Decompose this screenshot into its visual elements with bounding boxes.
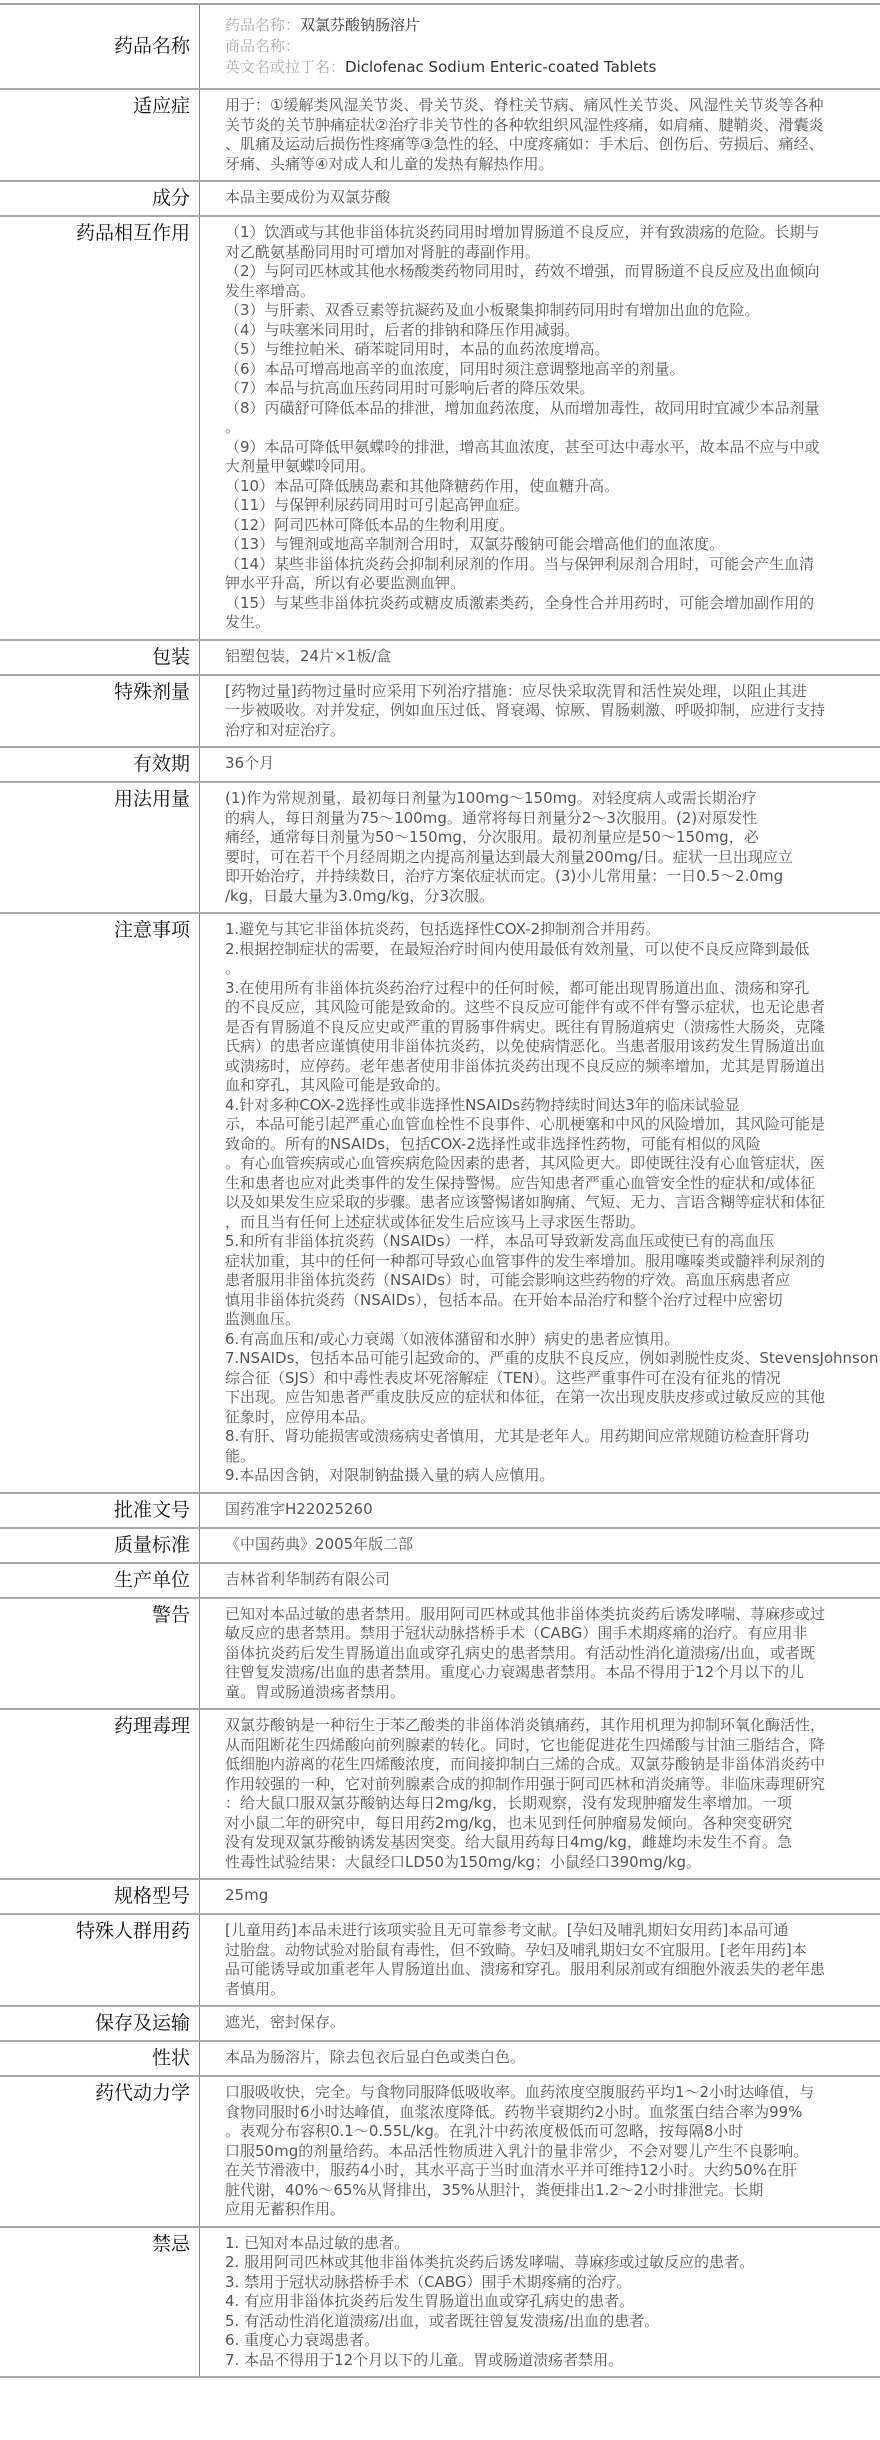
text-line: 已知对本品过敏的患者禁用。服用阿司匹林或其他非甾体类抗炎药后诱发哮喘、荨麻疹或过	[225, 1604, 826, 1623]
text-line: 低细胞内游离的花生四烯酸浓度，而间接抑制白三烯的合成。双氯芬酸钠是非甾体消炎药中	[225, 1755, 826, 1773]
row-content	[200, 676, 880, 747]
text-line: 要时，可在若干个月经周期之内提高剂量达到最大剂量200mg/日。症状一旦出现应立	[225, 847, 793, 866]
text-line: 。	[225, 959, 241, 977]
text-line: （3）与肝素、双香豆素等抗凝药及血小板聚集抑制药同用时有增加出血的危险。	[225, 301, 760, 319]
text-line: 症状加重，其中的任何一种都可导致心血管事件的发生率增加。服用噻嗪类或髓袢利尿剂的	[225, 1251, 826, 1270]
text-line: 本品为肠溶片，除去包衣后显白色或类白色。	[225, 2048, 526, 2066]
text-line: 即开始治疗，并持续数日，治疗方案依症状而定。(3)小儿常用量：一日0.5～2.0mg	[225, 867, 784, 885]
row-label: 批准文号	[0, 1494, 200, 1527]
text-line: 是否有胃肠道不良反应史或严重的胃肠事件病史。既往有胃肠道病史（溃疡性大肠炎，克隆	[225, 1017, 826, 1036]
text-line: 1.避免与其它非甾体抗炎药，包括选择性COX-2抑制剂合并用药。	[225, 920, 661, 938]
text-line: 致命的。所有的NSAIDs，包括COX-2选择性或非选择性药物，可能有相似的风险	[225, 1134, 761, 1153]
text-line: 吉林省利华制药有限公司	[225, 1569, 391, 1588]
row-content	[200, 2077, 880, 2226]
text-line: 以及如果发生应采取的步骤。患者应该警惕诸如胸痛、气短、无力、言语含糊等症状和体征	[225, 1193, 826, 1211]
row-label: 用法用量	[0, 783, 200, 912]
text-line: （6）本品可增高地高辛的血浓度，同用时须注意调整地高辛的剂量。	[225, 359, 685, 378]
text-line: 往曾复发溃疡/出血的患者禁用。重度心力衰竭患者禁用。本品不得用于12个月以下的儿	[225, 1663, 805, 1681]
row-content	[200, 90, 880, 180]
text-line: 的病人，每日剂量为75～100mg。通常将每日剂量分2～3次服用。(2)对原发性	[225, 808, 758, 827]
row-label: 有效期	[0, 748, 200, 781]
row-label: 生产单位	[0, 1564, 200, 1597]
text-line: 大剂量甲氨蝶呤同用。	[225, 457, 376, 475]
text-line: 脏代谢，40%～65%从肾排出，35%从胆汁，粪便排出1.2～2小时排泄完。长期	[225, 2180, 764, 2199]
row-manufacturer	[0, 1564, 880, 1599]
row-label: 包装	[0, 641, 200, 674]
text-line: 品可能诱导或加重老年人胃肠道出血、溃疡和穿孔。服用利尿剂或有细胞外液丢失的老年患	[225, 1960, 826, 1978]
text-line: 患者服用非甾体抗炎药（NSAIDs）时，可能会影响这些药物的疗效。高血压病患者应	[225, 1271, 791, 1289]
text-line: 。表观分布容积0.1～0.55L/kg。在乳汁中药浓度极低而可忽略，按每隔8小时	[225, 2122, 744, 2140]
text-line: [药物过量]药物过量时应采用下列治疗措施：应尽快采取洗胃和活性炭处理，以阻止其进	[225, 681, 807, 700]
text-line: 没有发现双氯芬酸钠诱发基因突变。给大鼠用药每日4mg/kg，雌雄均未发生不育。急	[225, 1833, 792, 1851]
text-line: （13）与锂剂或地高辛制剂合用时，双氯芬酸钠可能会增高他们的血浓度。	[225, 535, 725, 553]
row-dosage	[0, 783, 880, 914]
row-label: 特殊人群用药	[0, 1915, 200, 2005]
text-line: 、肌痛及运动后损伤性疼痛等③急性的轻、中度疼痛如：手术后、创伤后、劳损后、痛经、	[225, 135, 824, 153]
row-content	[200, 641, 880, 674]
text-line: 5. 有活动性消化道溃疡/出血，或者既往曾复发溃疡/出血的患者。	[225, 2311, 660, 2330]
row-label: 药代动力学	[0, 2077, 200, 2226]
row-label: 警告	[0, 1599, 200, 1709]
text-line: 。	[225, 418, 241, 436]
row-content	[200, 2042, 880, 2075]
text-line: 征象时，应停用本品。	[225, 1407, 376, 1426]
text-line: （5）与维拉帕米、硝苯啶同用时，本品的血药浓度增高。	[225, 340, 610, 358]
text-line: 7. 本品不得用于12个月以下的儿童。胃或肠道溃疡者禁用。	[225, 2350, 624, 2369]
text-line: 发生。	[225, 613, 271, 631]
row-label: 质量标准	[0, 1529, 200, 1562]
row-ingredients	[0, 182, 880, 217]
text-line: 氏病）的患者应谨慎使用非甾体抗炎药，以免使病情恶化。当患者服用该药发生胃肠道出血	[225, 1037, 826, 1055]
row-overdose	[0, 676, 880, 749]
row-quality-standard	[0, 1529, 880, 1564]
text-line: 双氯芬酸钠是一种衍生于苯乙酸类的非甾体消炎镇痛药，其作用机理为抑制环氧化酶活性，	[225, 1716, 826, 1734]
row-precautions	[0, 914, 880, 1494]
text-line: 本品主要成份为双氯芬酸	[225, 188, 391, 206]
text-line: 《中国药典》2005年版二部	[225, 1534, 414, 1553]
row-content	[200, 182, 880, 215]
text-line: 3. 禁用于冠状动脉搭桥手术（CABG）围手术期疼痛的治疗。	[225, 2272, 632, 2291]
text-line: 痛经，通常每日剂量为50～150mg，分次服用。最初剂量应是50～150mg，必	[225, 828, 759, 846]
text-line: 4.针对多种COX-2选择性或非选择性NSAIDs药物持续时间达3年的临床试验显	[225, 1095, 740, 1114]
text-line: 从而阻断花生四烯酸向前列腺素的转化。同时，它也能促进花生四烯酸与甘油三脂结合，降	[225, 1735, 826, 1754]
text-line: （10）本品可降低胰岛素和其他降糖药作用，使血糖升高。	[225, 476, 620, 495]
row-content	[200, 1599, 880, 1709]
row-label: 禁忌	[0, 2228, 200, 2377]
generic-name-field: 药品名称：双氯芬酸钠肠溶片	[225, 16, 421, 34]
row-content	[200, 5, 880, 88]
row-pharmacokinetics	[0, 2077, 880, 2228]
text-line: （12）阿司匹林可降低本品的生物利用度。	[225, 515, 515, 534]
text-line: 口服吸收快，完全。与食物同服降低吸收率。血药浓度空腹服药平均1～2小时达峰值，与	[225, 2083, 815, 2101]
text-line: （4）与呋塞米同用时，后者的排钠和降压作用减弱。	[225, 320, 580, 339]
text-line: 发生率增高。	[225, 281, 316, 300]
row-specification	[0, 1880, 880, 1915]
text-line: ，而且当有任何上述症状或体征发生后应该马上寻求医生帮助。	[225, 1212, 646, 1231]
text-line: 甾体抗炎药后发生胃肠道出血或穿孔病史的患者禁用。有活动性消化道溃疡/出血，或者既	[225, 1643, 816, 1662]
text-line: 36个月	[225, 754, 275, 772]
row-content	[200, 1529, 880, 1562]
english-name-field: 英文名或拉丁名：Diclofenac Sodium Enteric-coated Tablets	[225, 58, 657, 76]
text-line: 敏反应的患者禁用。禁用于冠状动脉搭桥手术（CABG）围手术期疼痛的治疗。有应用非	[225, 1624, 808, 1642]
text-line: 1. 已知对本品过敏的患者。	[225, 2233, 410, 2252]
row-packaging	[0, 641, 880, 676]
text-line: 慎用非甾体抗炎药（NSAIDs），包括本品。在开始本品治疗和整个治疗过程中应密切	[225, 1290, 783, 1309]
text-line: 4. 有应用非甾体抗炎药后发生胃肠道出血或穿孔病史的患者。	[225, 2292, 635, 2310]
text-line: [儿童用药]本品未进行该项实验且无可靠参考文献。[孕妇及哺乳期妇女用药]本品可通	[225, 1921, 789, 1939]
text-line: 铝塑包装，24片×1板/盒	[225, 646, 392, 665]
text-line: /kg，日最大量为3.0mg/kg，分3次服。	[225, 886, 495, 905]
row-label: 保存及运输	[0, 2007, 200, 2040]
text-line: 牙痛、头痛等④对成人和儿童的发热有解热作用。	[225, 154, 554, 173]
trade-name-field: 商品名称：	[225, 37, 301, 55]
row-content	[200, 748, 880, 781]
text-line: 对乙酰氨基酚同用时可增加对肾脏的毒副作用。	[225, 242, 541, 261]
text-line: 遮光，密封保存。	[225, 2013, 346, 2031]
row-drug-name	[0, 5, 880, 90]
row-content	[200, 217, 880, 639]
text-line: 血和穿孔，其风险可能是致命的。	[225, 1076, 451, 1094]
row-content	[200, 1880, 880, 1913]
text-line: 监测血压。	[225, 1310, 301, 1328]
text-line: （9）本品可降低甲氨蝶呤的排泄，增高其血浓度，甚至可达中毒水平，故本品不应与中或	[225, 437, 820, 456]
row-description	[0, 2042, 880, 2077]
text-line: 生和患者也应对此类事件的发生保持警惕。应告知患者严重心血管安全性的症状和/或体征	[225, 1173, 816, 1192]
row-warning	[0, 1599, 880, 1711]
text-line: 对小鼠二年的研究中，每日用药2mg/kg，也未见到任何肿瘤易发倾向。各种突变研究	[225, 1813, 792, 1832]
text-line: 作用较强的一种，它对前列腺素合成的抑制作用强于阿司匹林和消炎痛等。非临床毒理研究	[225, 1774, 826, 1793]
row-content	[200, 2228, 880, 2377]
row-content	[200, 1494, 880, 1527]
text-line: 6.有高血压和/或心力衰竭（如液体潴留和水肿）病史的患者应慎用。	[225, 1329, 680, 1348]
text-line: 过胎盘。动物试验对胎鼠有毒性，但不致畸。孕妇及哺乳期妇女不宜服用。[老年用药]本	[225, 1940, 807, 1959]
row-label: 特殊剂量	[0, 676, 200, 747]
text-line: （11）与保钾利尿药同用时可引起高钾血症。	[225, 496, 530, 514]
row-content	[200, 2007, 880, 2040]
row-special-populations	[0, 1915, 880, 2007]
row-label: 药品相互作用	[0, 217, 200, 639]
text-line: 综合征（SJS）和中毒性表皮坏死溶解症（TEN）。这些严重事件可在没有征兆的情况	[225, 1368, 781, 1387]
text-line: （14）某些非甾体抗炎药会抑制利尿剂的作用。当与保钾利尿剂合用时，可能会产生血清	[225, 554, 815, 573]
drug-info-table	[0, 3, 880, 2378]
text-line: （1）饮酒或与其他非甾体抗炎药同用时增加胃肠道不良反应，并有致溃疡的危险。长期与	[225, 223, 820, 241]
text-line: 2. 服用阿司匹林或其他非甾体类抗炎药后诱发哮喘、荨麻疹或过敏反应的患者。	[225, 2253, 755, 2271]
text-line: 一步被吸收。对并发症，例如血压过低、肾衰竭、惊厥、胃肠刺激、呼吸抑制，应进行支持	[225, 701, 826, 719]
row-label: 药品名称	[0, 5, 200, 88]
text-line: 。有心血管疾病或心血管疾病危险因素的患者，其风险更大。即使既往没有心血管症状，医	[225, 1154, 826, 1172]
row-content	[200, 914, 880, 1492]
text-line: （7）本品与抗高血压药同用时可影响后者的降压效果。	[225, 379, 595, 397]
text-line: 者慎用。	[225, 1979, 286, 1998]
text-line: (1)作为常规剂量，最初每日剂量为100mg～150mg。对轻度病人或需长期治疗	[225, 789, 757, 807]
text-line: 治疗和对症治疗。	[225, 720, 346, 739]
row-contraindications	[0, 2228, 880, 2379]
text-line: 9.本品因含钠，对限制钠盐摄入量的病人应慎用。	[225, 1466, 555, 1484]
text-line: 国药准字H22025260	[225, 1499, 373, 1518]
text-line: 食物同服时6小时达峰值，血浆浓度降低。药物半衰期约2小时。血浆蛋白结合率为99%	[225, 2102, 803, 2121]
text-line: 用于：①缓解类风湿关节炎、骨关节炎、脊柱关节病、痛风性关节炎、风湿性关节炎等各种	[225, 96, 824, 114]
text-line: 下出现。应告知患者严重皮肤反应的症状和体征，在第一次出现皮肤皮疹或过敏反应的其他	[225, 1388, 826, 1406]
text-line: （2）与阿司匹林或其他水杨酸类药物同用时，药效不增强，而胃肠道不良反应及出血倾向	[225, 262, 820, 280]
row-content	[200, 1710, 880, 1878]
text-line: 5.和所有非甾体抗炎药（NSAIDs）一样，本品可导致新发高血压或使已有的高血压	[225, 1232, 775, 1250]
row-pharmacology	[0, 1710, 880, 1880]
text-line: 示，本品可能引起严重心血管血栓性不良事件、心肌梗塞和中风的风险增加，其风险可能是	[225, 1115, 826, 1133]
row-label: 性状	[0, 2042, 200, 2075]
text-line: 3.在使用所有非甾体抗炎药治疗过程中的任何时候，都可能出现胃肠道出血、溃疡和穿孔	[225, 978, 810, 997]
row-content	[200, 1915, 880, 2005]
text-line: 在关节滑液中，服药4小时，其水平高于当时血清水平并可维持12小时。大约50%在肝	[225, 2161, 797, 2179]
text-line: 能。	[225, 1446, 256, 1465]
row-content	[200, 1564, 880, 1597]
row-label: 适应症	[0, 90, 200, 180]
row-label: 规格型号	[0, 1880, 200, 1913]
text-line: （15）与某些非甾体抗炎药或糖皮质激素类药，全身性合并用药时，可能会增加副作用的	[225, 593, 815, 612]
text-line: 8.有肝、肾功能损害或溃疡病史者慎用，尤其是老年人。用药期间应常规随访检查肝肾功	[225, 1427, 810, 1445]
text-line: 6. 重度心力衰竭患者。	[225, 2331, 380, 2349]
row-approval-number	[0, 1494, 880, 1529]
row-shelf-life	[0, 748, 880, 783]
row-label: 药理毒理	[0, 1710, 200, 1878]
text-line: 童。胃或肠道溃疡者禁用。	[225, 1682, 406, 1701]
row-content	[200, 783, 880, 912]
text-line: 7.NSAIDs，包括本品可能引起致命的、严重的皮肤不良反应，例如剥脱性皮炎、StevensJohnson	[225, 1349, 879, 1367]
text-line: 钾水平升高，所以有必要监测血钾。	[225, 574, 466, 592]
text-line: 关节炎的关节肿痛症状②治疗非关节性的各种软组织风湿性疼痛，如肩痛、腱鞘炎、滑囊炎	[225, 115, 824, 134]
text-line: ：给大鼠口服双氯芬酸钠达每日2mg/kg，长期观察，没有发现肿瘤发生率增加。一项	[225, 1794, 792, 1812]
row-storage	[0, 2007, 880, 2042]
text-line: 应用无蓄积作用。	[225, 2200, 346, 2218]
row-label: 成分	[0, 182, 200, 215]
text-line: 2.根据控制症状的需要，在最短治疗时间内使用最低有效剂量，可以使不良反应降到最低	[225, 939, 810, 958]
text-line: 的不良反应，其风险可能是致命的。这些不良反应可能伴有或不伴有警示症状，也无论患者	[225, 998, 826, 1016]
text-line: 口服50mg的剂量给药。本品活性物质进入乳汁的量非常少，不会对婴儿产生不良影响。	[225, 2141, 809, 2160]
text-line: 25mg	[225, 1886, 269, 1904]
row-label: 注意事项	[0, 914, 200, 1492]
text-line: 或溃疡时，应停药。老年患者使用非甾体抗炎药出现不良反应的频率增加，尤其是胃肠道出	[225, 1056, 826, 1075]
row-interactions	[0, 217, 880, 641]
row-indications	[0, 90, 880, 182]
text-line: （8）丙磺舒可降低本品的排泄，增加血药浓度，从而增加毒性，故同用时宜减少本品剂量	[225, 398, 820, 417]
text-line: 性毒性试验结果：大鼠经口LD50为150mg/kg；小鼠经口390mg/kg。	[225, 1852, 702, 1871]
